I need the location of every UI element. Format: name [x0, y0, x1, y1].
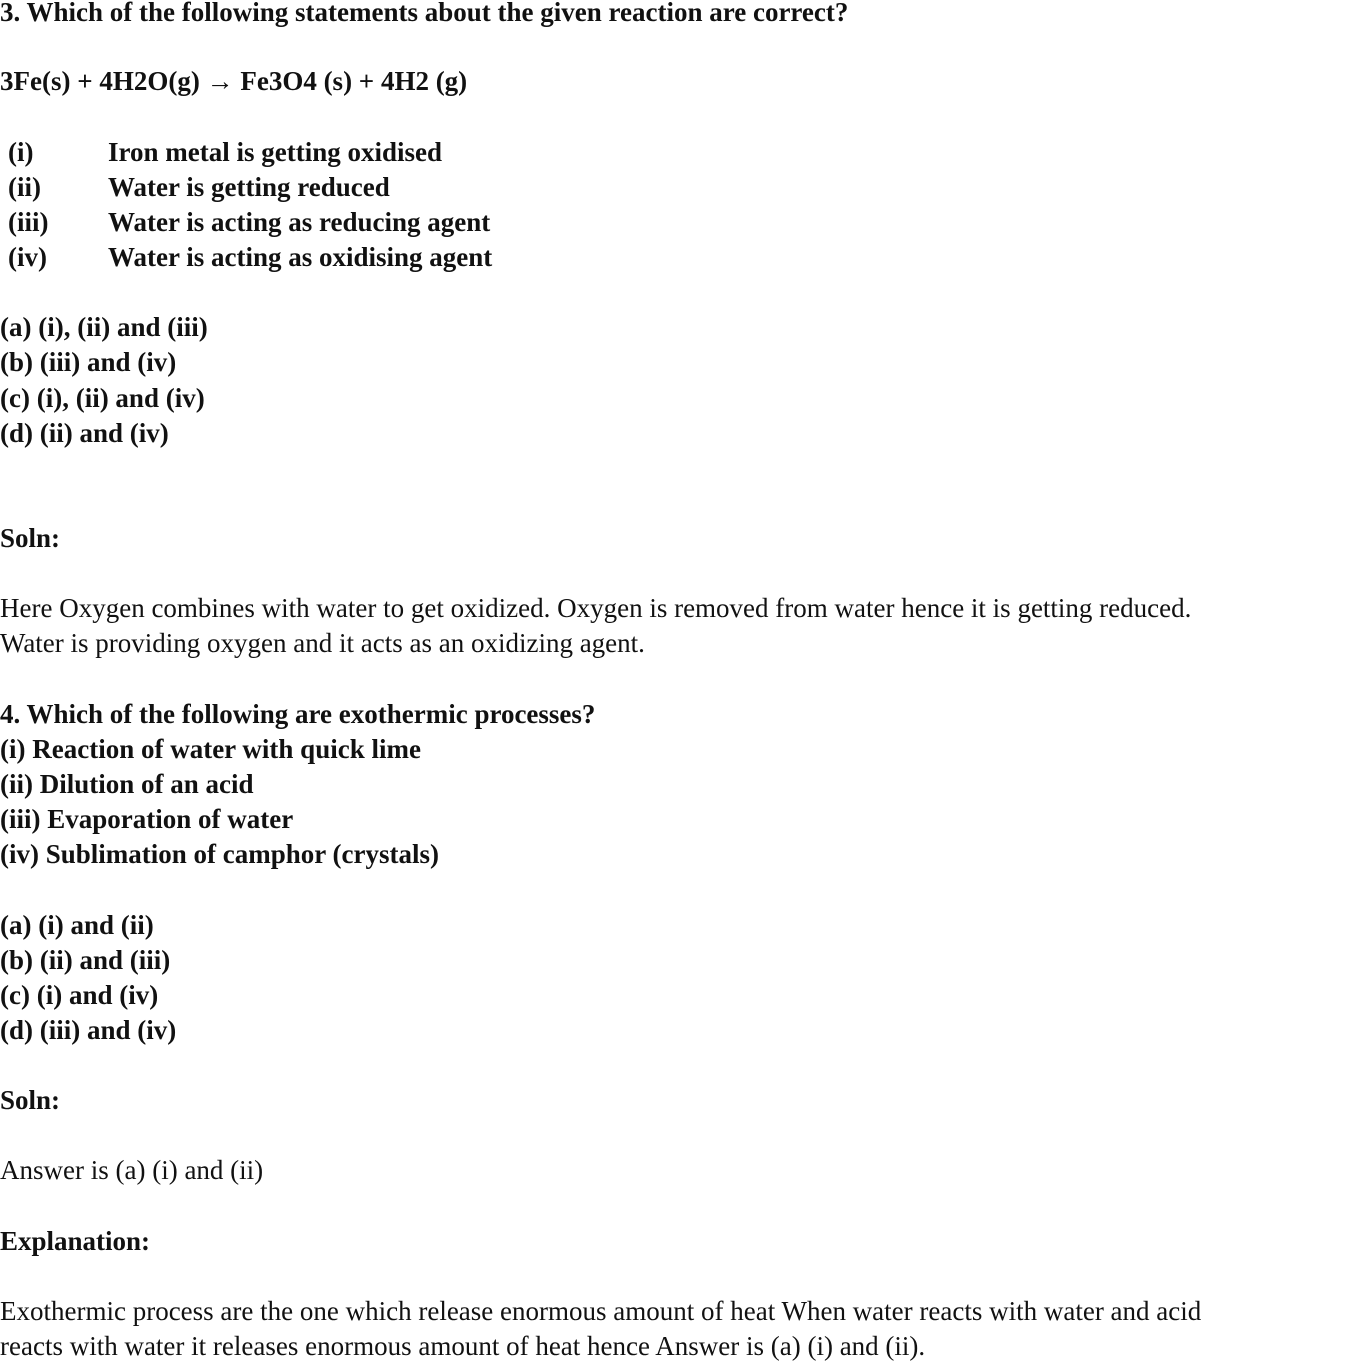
q4-option-b: (b) (ii) and (iii) — [0, 945, 171, 975]
q3-question: 3. Which of the following statements about the given reaction are correct? — [0, 0, 849, 27]
q4-option-a: (a) (i) and (ii) — [0, 910, 154, 940]
q3-statement-2-num: (ii) — [8, 172, 41, 202]
q3-option-c: (c) (i), (ii) and (iv) — [0, 383, 205, 413]
q4-item-4: (iv) Sublimation of camphor (crystals) — [0, 839, 439, 869]
q3-statement-3-num: (iii) — [8, 207, 49, 237]
q4-answer: Answer is (a) (i) and (ii) — [0, 1155, 264, 1185]
q3-statement-3-text: Water is acting as reducing agent — [108, 207, 491, 237]
q3-soln-line-2: Water is providing oxygen and it acts as an oxidizing agent. — [0, 628, 645, 658]
q3-equation: 3Fe(s) + 4H2O(g) → Fe3O4 (s) + 4H2 (g) — [0, 66, 468, 96]
q3-statement-1-num: (i) — [8, 137, 34, 167]
q3-statement-1-text: Iron metal is getting oxidised — [108, 137, 443, 167]
q3-option-d: (d) (ii) and (iv) — [0, 418, 169, 448]
q4-explanation-line-1: Exothermic process are the one which release enormous amount of heat When water reacts with water and acid — [0, 1296, 1202, 1326]
q4-item-1: (i) Reaction of water with quick lime — [0, 734, 421, 764]
q3-soln-line-1: Here Oxygen combines with water to get oxidized. Oxygen is removed from water hence it is getting reduced. — [0, 593, 1192, 623]
q4-option-d: (d) (iii) and (iv) — [0, 1015, 177, 1045]
q4-item-3: (iii) Evaporation of water — [0, 804, 294, 834]
q4-explanation-label: Explanation: — [0, 1226, 151, 1256]
q3-option-b: (b) (iii) and (iv) — [0, 347, 177, 377]
q3-statement-2-text: Water is getting reduced — [108, 172, 390, 202]
q4-item-2: (ii) Dilution of an acid — [0, 769, 254, 799]
q4-soln-label: Soln: — [0, 1085, 61, 1115]
q3-statement-4-num: (iv) — [8, 242, 47, 272]
q3-soln-label: Soln: — [0, 523, 61, 553]
q3-statement-4-text: Water is acting as oxidising agent — [108, 242, 493, 272]
q4-question: 4. Which of the following are exothermic processes? — [0, 699, 596, 729]
q4-explanation-line-2: reacts with water it releases enormous amount of heat hence Answer is (a) (i) and (ii). — [0, 1331, 926, 1361]
q3-option-a: (a) (i), (ii) and (iii) — [0, 312, 208, 342]
q4-option-c: (c) (i) and (iv) — [0, 980, 159, 1010]
